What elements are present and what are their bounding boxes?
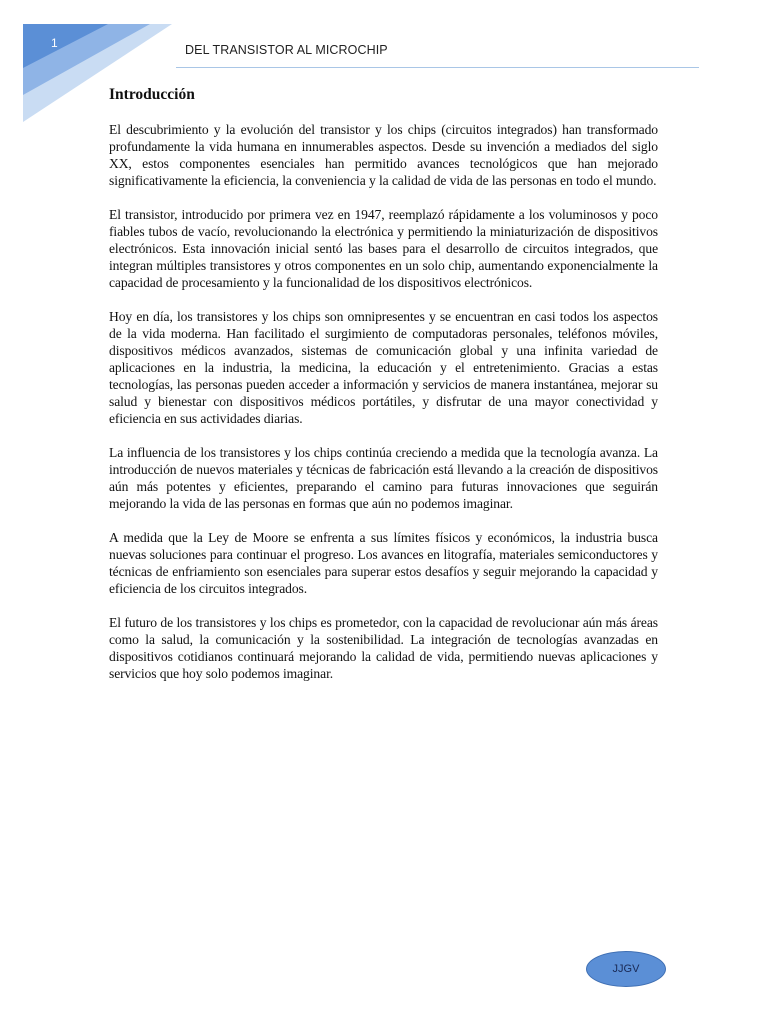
document-body <box>109 86 658 699</box>
header-divider <box>176 67 699 68</box>
page-number: 1 <box>51 36 58 50</box>
paragraph-3: Hoy en día, los transistores y los chips son omnipresentes y se encuentran en casi todos los aspectos de la vida moderna. Han facilitado el surgimiento de computadoras personales, teléfonos móviles, dispositivos médicos avanzados, sistemas de comunicación global y una infinita variedad de aplicaciones en la industria, la medicina, la educación y el entretenimiento. Gracias a estas tecnologías, las personas pueden acceder a información y servicios de manera instantánea, mejorar su salud y bienestar con dispositivos médicos portátiles, y disfrutar de una mayor conectividad y eficiencia en sus actividades diarias. <box>109 309 658 426</box>
paragraph-6: El futuro de los transistores y los chips es prometedor, con la capacidad de revolucionar aún más áreas como la salud, la comunicación y la sostenibilidad. La integración de tecnologías avanzadas en dispositivos cotidianos continuará mejorando la calidad de vida, permitiendo nuevas aplicaciones y servicios que hoy solo podemos imaginar. <box>109 615 658 681</box>
paragraph-1: El descubrimiento y la evolución del transistor y los chips (circuitos integrados) han transformado profundamente la vida humana en innumerables aspectos. Desde su invención a mediados del siglo XX, estos componentes esenciales han permitido avances tecnológicos que han mejorado significativamente la eficiencia, la conveniencia y la calidad de vida de las personas en todo el mundo. <box>109 122 658 188</box>
author-initials: JJGV <box>612 963 640 975</box>
author-initials-badge <box>586 951 666 987</box>
paragraph-4: La influencia de los transistores y los chips continúa creciendo a medida que la tecnología avanza. La introducción de nuevos materiales y técnicas de fabricación está llevando a la creación de dispositivos aún más potentes y eficientes, preparando el camino para futuras innovaciones que seguirán mejorando la vida de las personas en formas que aún no podemos imaginar. <box>109 445 658 511</box>
paragraph-2: El transistor, introducido por primera vez en 1947, reemplazó rápidamente a los voluminosos y poco fiables tubos de vacío, revolucionando la electrónica y permitiendo la miniaturización de dispositivos electrónicos. Esta innovación inicial sentó las bases para el desarrollo de circuitos integrados, que integran múltiples transistores y otros componentes en un solo chip, aumentando exponencialmente la capacidad de procesamiento y la funcionalidad de los dispositivos electrónicos. <box>109 207 658 290</box>
paragraph-5: A medida que la Ley de Moore se enfrenta a sus límites físicos y económicos, la industria busca nuevas soluciones para continuar el progreso. Los avances en litografía, materiales semiconductores y técnicas de enfriamiento son esenciales para superar estos desafíos y seguir mejorando la capacidad y eficiencia de los circuitos integrados. <box>109 530 658 596</box>
header-title: DEL TRANSISTOR AL MICROCHIP <box>185 43 388 57</box>
section-heading: Introducción <box>109 86 195 103</box>
